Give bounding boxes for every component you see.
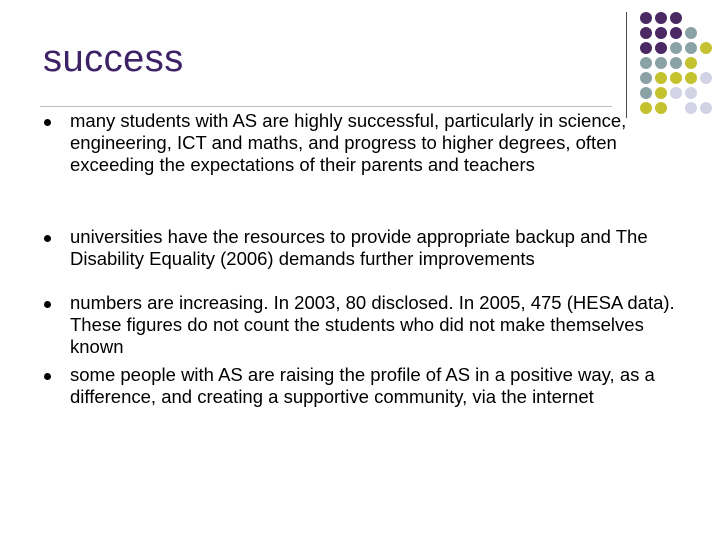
decor-dot [685, 72, 697, 84]
decor-dot [640, 27, 652, 39]
decor-dot [670, 12, 682, 24]
decor-dot [685, 27, 697, 39]
bullet-dot-icon [44, 373, 51, 380]
bullet-text: some people with AS are raising the profile of AS in a positive way, as a difference, and creating a supportive community, via the internet [70, 364, 655, 407]
decor-dot [670, 27, 682, 39]
bullet-item [44, 292, 684, 358]
decor-dot [700, 42, 712, 54]
decor-dot [640, 57, 652, 69]
slide-title: success [43, 38, 184, 80]
decor-dot [655, 27, 667, 39]
decor-dot [685, 102, 697, 114]
bullet-text: numbers are increasing. In 2003, 80 disclosed. In 2005, 475 (HESA data). These figures do not count the students who did not make themselves known [70, 292, 675, 357]
decor-dot [640, 42, 652, 54]
bullet-text: many students with AS are highly successful, particularly in science, engineering, ICT and maths, and progress to higher degrees, often exceeding the expectations of their parents and teachers [70, 110, 627, 175]
bullet-text: universities have the resources to provide appropriate backup and The Disability Equality (2006) demands further improvements [70, 226, 648, 269]
decor-dot [640, 72, 652, 84]
decor-dot [640, 12, 652, 24]
decor-dot [640, 87, 652, 99]
decor-dot [685, 42, 697, 54]
decor-dot [670, 72, 682, 84]
bullet-dot-icon [44, 235, 51, 242]
title-underline [40, 106, 612, 107]
bullet-item [44, 364, 684, 408]
decor-dot [700, 72, 712, 84]
decor-dot [655, 72, 667, 84]
decor-dot [700, 102, 712, 114]
decor-dot [670, 87, 682, 99]
decor-dot [670, 42, 682, 54]
decor-dot [685, 87, 697, 99]
bullet-item [44, 110, 684, 176]
decor-dot [655, 87, 667, 99]
decor-dot [655, 42, 667, 54]
title-vertical-divider [626, 12, 627, 118]
decor-dot [670, 57, 682, 69]
decor-dot [685, 57, 697, 69]
bullet-dot-icon [44, 301, 51, 308]
bullet-item [44, 226, 684, 270]
bullet-dot-icon [44, 119, 51, 126]
decor-dot [655, 12, 667, 24]
decor-dot [655, 57, 667, 69]
